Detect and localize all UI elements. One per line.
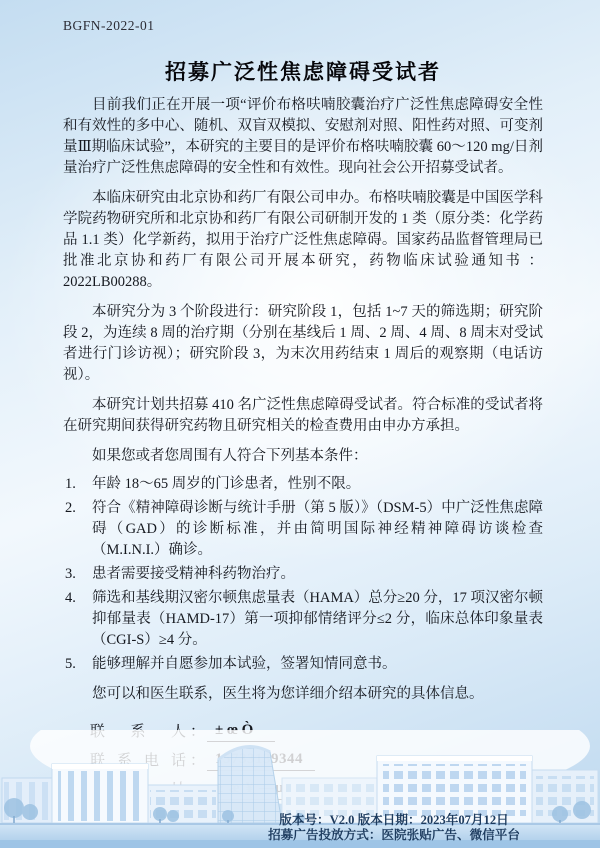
paragraph-criteria-intro: 如果您或者您周围有人符合下列基本条件：	[92, 448, 368, 464]
paragraph-closing: 您可以和医生联系，医生将为您详细介绍本研究的具体信息。	[92, 686, 484, 702]
paragraph-enrollment-plan: 本研究计划共招募 410 名广泛性焦虑障碍受试者。符合标准的受试者将在研究期间获得研究药物且研究相关的检查费用由申办方承担。	[63, 397, 543, 434]
footer-version-line: 版本号：V2.0 版本日期：2023年07月12日	[279, 813, 509, 828]
criteria-number: 2.	[65, 500, 76, 516]
criteria-text: 能够理解并自愿参加本试验，签署知情同意书。	[92, 656, 397, 672]
criteria-item	[63, 654, 543, 675]
criteria-number: 4.	[65, 590, 76, 606]
criteria-text: 年龄 18～65 周岁的门诊患者，性别不限。	[92, 476, 361, 492]
criteria-item	[63, 498, 543, 561]
criteria-list	[63, 474, 543, 675]
criteria-text: 患者需要接受精神科药物治疗。	[92, 566, 295, 582]
paragraph-study-stages: 本研究分为 3 个阶段进行：研究阶段 1，包括 1~7 天的筛选期；研究阶段 2，为连续 8 周的治疗期（分别在基线后 1 周、2 周、4 周、8 周末对受试者进行门诊访视）；研究阶段 3，为末次用药结束 1 周后的观察期（电话访视）。	[63, 304, 543, 383]
footer-channel-line: 招募广告投放方式：医院张贴广告、微信平台	[268, 828, 520, 843]
footer-version-info	[243, 813, 545, 843]
document-code: BGFN-2022-01	[63, 18, 155, 33]
criteria-number: 5.	[65, 656, 76, 672]
criteria-item	[63, 474, 543, 495]
paragraph-sponsor-info: 本临床研究由北京协和药厂有限公司申办。布格呋喃胶囊是中国医学科学院药物研究所和北京协和药厂有限公司研制开发的 1 类（原分类：化学药品 1.1 类）化学新药，拟用于治疗广泛性焦虑障碍。国家药品监督管理局已批准北京协和药厂有限公司开展本研究，药物临床试验通知书 ：2022LB00288。	[63, 190, 543, 290]
paragraph-study-intro: 目前我们正在开展一项“评价布格呋喃胶囊治疗广泛性焦虑障碍安全性和有效性的多中心、随机、双盲双模拟、安慰剂对照、阳性药对照、可变剂量Ⅲ期临床试验”，本研究的主要目的是评价布格呋喃胶囊 60～120 mg/日剂量治疗广泛性焦虑障碍的安全性和有效性。现向社会公开招募受试者。	[63, 97, 543, 176]
criteria-number: 3.	[65, 566, 76, 582]
criteria-text: 符合《精神障碍诊断与统计手册（第 5 版）》（DSM-5）中广泛性焦虑障碍（GAD）的诊断标准，并由简明国际神经精神障碍访谈检查（M.I.N.I.）确诊。	[92, 500, 543, 558]
criteria-item	[63, 588, 543, 651]
criteria-number: 1.	[65, 476, 76, 492]
page-title: 招募广泛性焦虑障碍受试者	[165, 60, 441, 84]
document-body	[63, 0, 543, 800]
criteria-text: 筛选和基线期汉密尔顿焦虑量表（HAMA）总分≥20 分，17 项汉密尔顿抑郁量表（HAMD-17）第一项抑郁情绪评分≤2 分，临床总体印象量表（CGI-S）≥4 分。	[92, 590, 544, 648]
criteria-item	[63, 564, 543, 585]
